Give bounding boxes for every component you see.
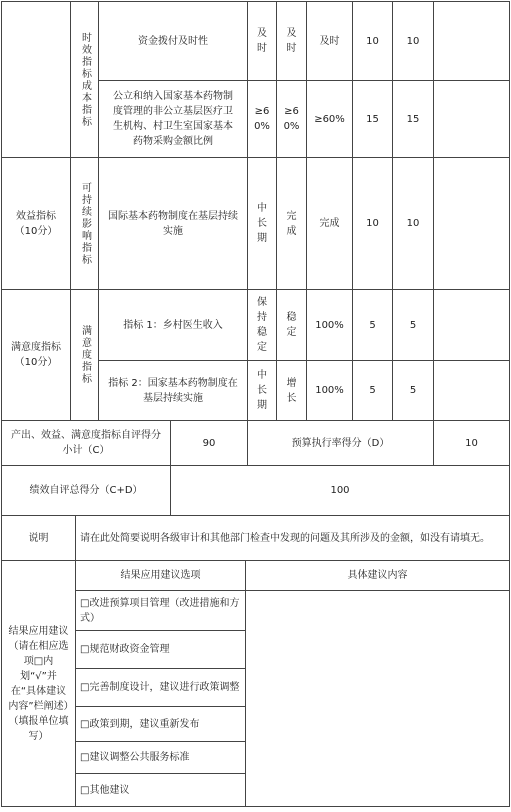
actual-satisfaction-1: 稳定 bbox=[286, 312, 297, 338]
option-policy-reissue[interactable] bbox=[76, 707, 245, 741]
category-benefit: 效益指标（10分） bbox=[14, 210, 58, 237]
result-satisfaction-2: 100% bbox=[315, 385, 344, 396]
note-label: 说明 bbox=[28, 532, 49, 544]
category-satisfaction: 满意度指标（10分） bbox=[11, 342, 61, 368]
group-label-sustainability: 可持续影响指标 bbox=[79, 181, 91, 266]
budget-score-value: 10 bbox=[465, 437, 478, 449]
target-ratio: ≥60% bbox=[254, 106, 270, 132]
target-satisfaction-2: 中长期 bbox=[257, 370, 267, 411]
option-other-suggestion[interactable] bbox=[76, 774, 245, 806]
score-ratio: 15 bbox=[406, 113, 420, 125]
total-score-value: 100 bbox=[330, 485, 350, 496]
option-standardize-fund-management[interactable] bbox=[76, 631, 245, 668]
score-satisfaction-2: 5 bbox=[409, 385, 417, 396]
indicator-ratio: 公立和纳入国家基本药物制度管理的非公立基层医疗卫生机构、村卫生室国家基本药物采购金额比例 bbox=[113, 91, 233, 147]
target-timeliness: 及时 bbox=[257, 28, 267, 54]
actual-ratio: ≥60% bbox=[283, 106, 300, 132]
option-label: □改进预算项目管理（改进措施和方式） bbox=[80, 597, 240, 624]
indicator-satisfaction-1: 指标 1：乡村医生收入 bbox=[123, 319, 223, 331]
indicator-satisfaction-2: 指标 2：国家基本药物制度在基层持续实施 bbox=[108, 377, 238, 404]
score-timeliness: 10 bbox=[406, 35, 420, 47]
result-timeliness: 及时 bbox=[319, 35, 340, 47]
application-label: 结果应用建议（请在相应选项□内划“√”并在“具体建议内容”栏阐述）（填报单位填写） bbox=[8, 626, 69, 742]
target-benefit: 中长期 bbox=[257, 203, 267, 244]
weight-satisfaction-2: 5 bbox=[369, 385, 376, 396]
option-label: □规范财政资金管理 bbox=[80, 644, 170, 655]
option-label: □建议调整公共服务标准 bbox=[80, 752, 190, 763]
actual-benefit: 完成 bbox=[286, 210, 297, 237]
score-benefit: 10 bbox=[406, 218, 420, 229]
weight-satisfaction-1: 5 bbox=[369, 319, 376, 331]
subtotal-value: 90 bbox=[202, 437, 216, 449]
result-ratio: ≥60% bbox=[314, 113, 345, 125]
option-label: □其他建议 bbox=[80, 784, 130, 796]
suggestion-content-area[interactable] bbox=[246, 591, 509, 806]
budget-score-label: 预算执行率得分（D） bbox=[291, 437, 390, 449]
total-score-label: 绩效自评总得分（C+D） bbox=[29, 485, 143, 496]
note-text: 请在此处简要说明各级审计和其他部门检查中发现的问题及其所涉及的金额，如没有请填无。 bbox=[80, 532, 490, 544]
target-satisfaction-1: 保持稳定 bbox=[257, 297, 267, 353]
weight-ratio: 15 bbox=[366, 113, 379, 125]
group-label-timeliness-cost: 时效指标成本指标 bbox=[79, 31, 91, 128]
actual-timeliness: 及时 bbox=[286, 28, 297, 54]
weight-timeliness: 10 bbox=[366, 35, 379, 47]
options-header: 结果应用建议选项 bbox=[120, 570, 201, 581]
weight-benefit: 10 bbox=[366, 218, 379, 229]
option-adjust-service-standard[interactable] bbox=[76, 742, 245, 773]
result-benefit: 完成 bbox=[319, 218, 340, 229]
score-satisfaction-1: 5 bbox=[409, 319, 417, 331]
option-label: □完善制度设计，建议进行政策调整 bbox=[80, 682, 240, 693]
actual-satisfaction-2: 增长 bbox=[286, 377, 297, 404]
option-improve-budget-management[interactable] bbox=[76, 591, 245, 630]
result-satisfaction-1: 100% bbox=[315, 319, 344, 331]
group-label-satisfaction: 满意度指标 bbox=[79, 325, 91, 385]
subtotal-label: 产出、效益、满意度指标自评得分小计（C） bbox=[11, 430, 161, 456]
option-label: □政策到期，建议重新发布 bbox=[80, 718, 200, 730]
content-header: 具体建议内容 bbox=[347, 570, 408, 581]
indicator-benefit: 国际基本药物制度在基层持续实施 bbox=[108, 210, 238, 237]
indicator-timeliness: 资金拨付及时性 bbox=[138, 35, 208, 47]
option-improve-system-design[interactable] bbox=[76, 669, 245, 706]
